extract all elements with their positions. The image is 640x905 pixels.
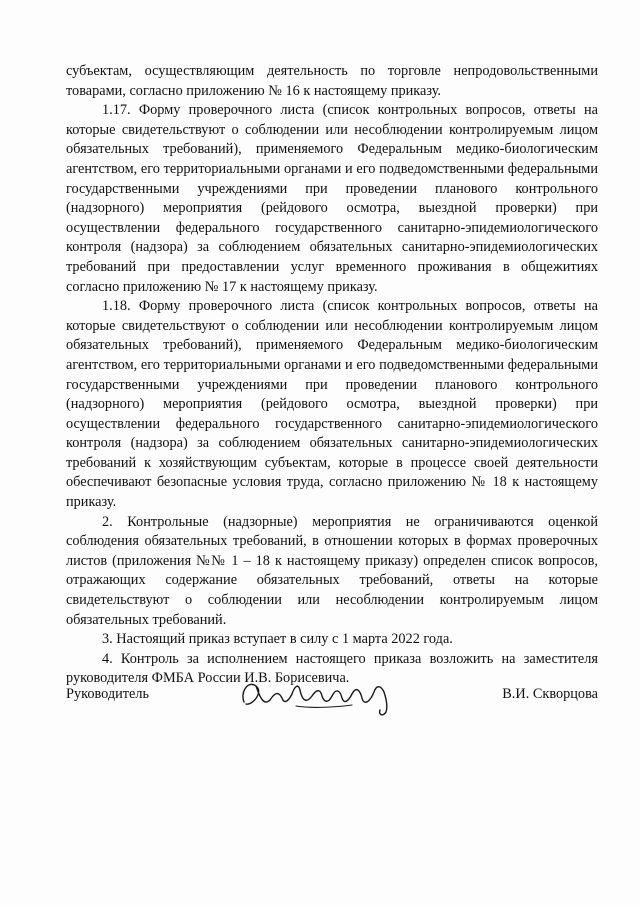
paragraph-2: 2. Контрольные (надзорные) мероприятия не ограничиваются оценкой соблюдения обязательных требований, в отношении которых в формах проверочных листов (приложения №№ 1 – 18 к настоящему приказу) определен список вопросов, отражающих содержание обязательных требований, ответы на которые свидетельствуют о соблюдении или несоблюдении контролируемым лицом обязательных требований. xyxy=(66,513,598,628)
handwritten-signature xyxy=(234,672,404,720)
paragraph-1-17: 1.17. Форму проверочного листа (список контрольных вопросов, ответы на которые свидетельствуют о соблюдении или несоблюдении контролируемым лицом обязательных требований), применяемого Федеральным медико-биологическим агентством, его территориальными органами и его подведомственными федеральными государственными учреждениями при проведении планового контрольного (надзорного) мероприятия (рейдового осмотра, выездной проверки) при осуществлении федерального государственного санитарно-эпидемиологического контроля (надзора) за соблюдением обязательных санитарно-эпидемиологических требований при предоставлении услуг временного проживания в общежитиях согласно приложению № 17 к настоящему приказу. xyxy=(66,102,598,295)
paragraph-1-18: 1.18. Форму проверочного листа (список контрольных вопросов, ответы на которые свидетельствуют о соблюдении или несоблюдении контролируемым лицом обязательных требований), применяемого Федеральным медико-биологическим агентством, его территориальными органами и его подведомственными федеральными государственными учреждениями при проведении планового контрольного (надзорного) мероприятия (рейдового осмотра, выездной проверки) при осуществлении федерального государственного санитарно-эпидемиологического контроля (надзора) за соблюдением обязательных санитарно-эпидемиологических требований к хозяйствующим субъектам, которые в процессе своей деятельности обеспечивают безопасные условия труда, согласно приложению № 18 к настоящему приказу. xyxy=(66,298,598,511)
signatory-position: Руководитель xyxy=(66,686,150,702)
paragraph-3: 3. Настоящий приказ вступает в силу с 1 марта 2022 года. xyxy=(102,631,453,648)
document-body xyxy=(66,62,598,689)
signature-block xyxy=(66,672,598,722)
signatory-name: В.И. Скворцова xyxy=(502,686,598,702)
paragraph-continuation: субъектам, осуществляющим деятельность по торговле непродовольственными товарами, согласно приложению № 16 к настоящему приказу. xyxy=(66,63,598,99)
paragraph-4: 4. Контроль за исполнением настоящего приказа возложить на заместителя руководителя ФМБА России И.В. Борисевича. xyxy=(66,650,598,687)
